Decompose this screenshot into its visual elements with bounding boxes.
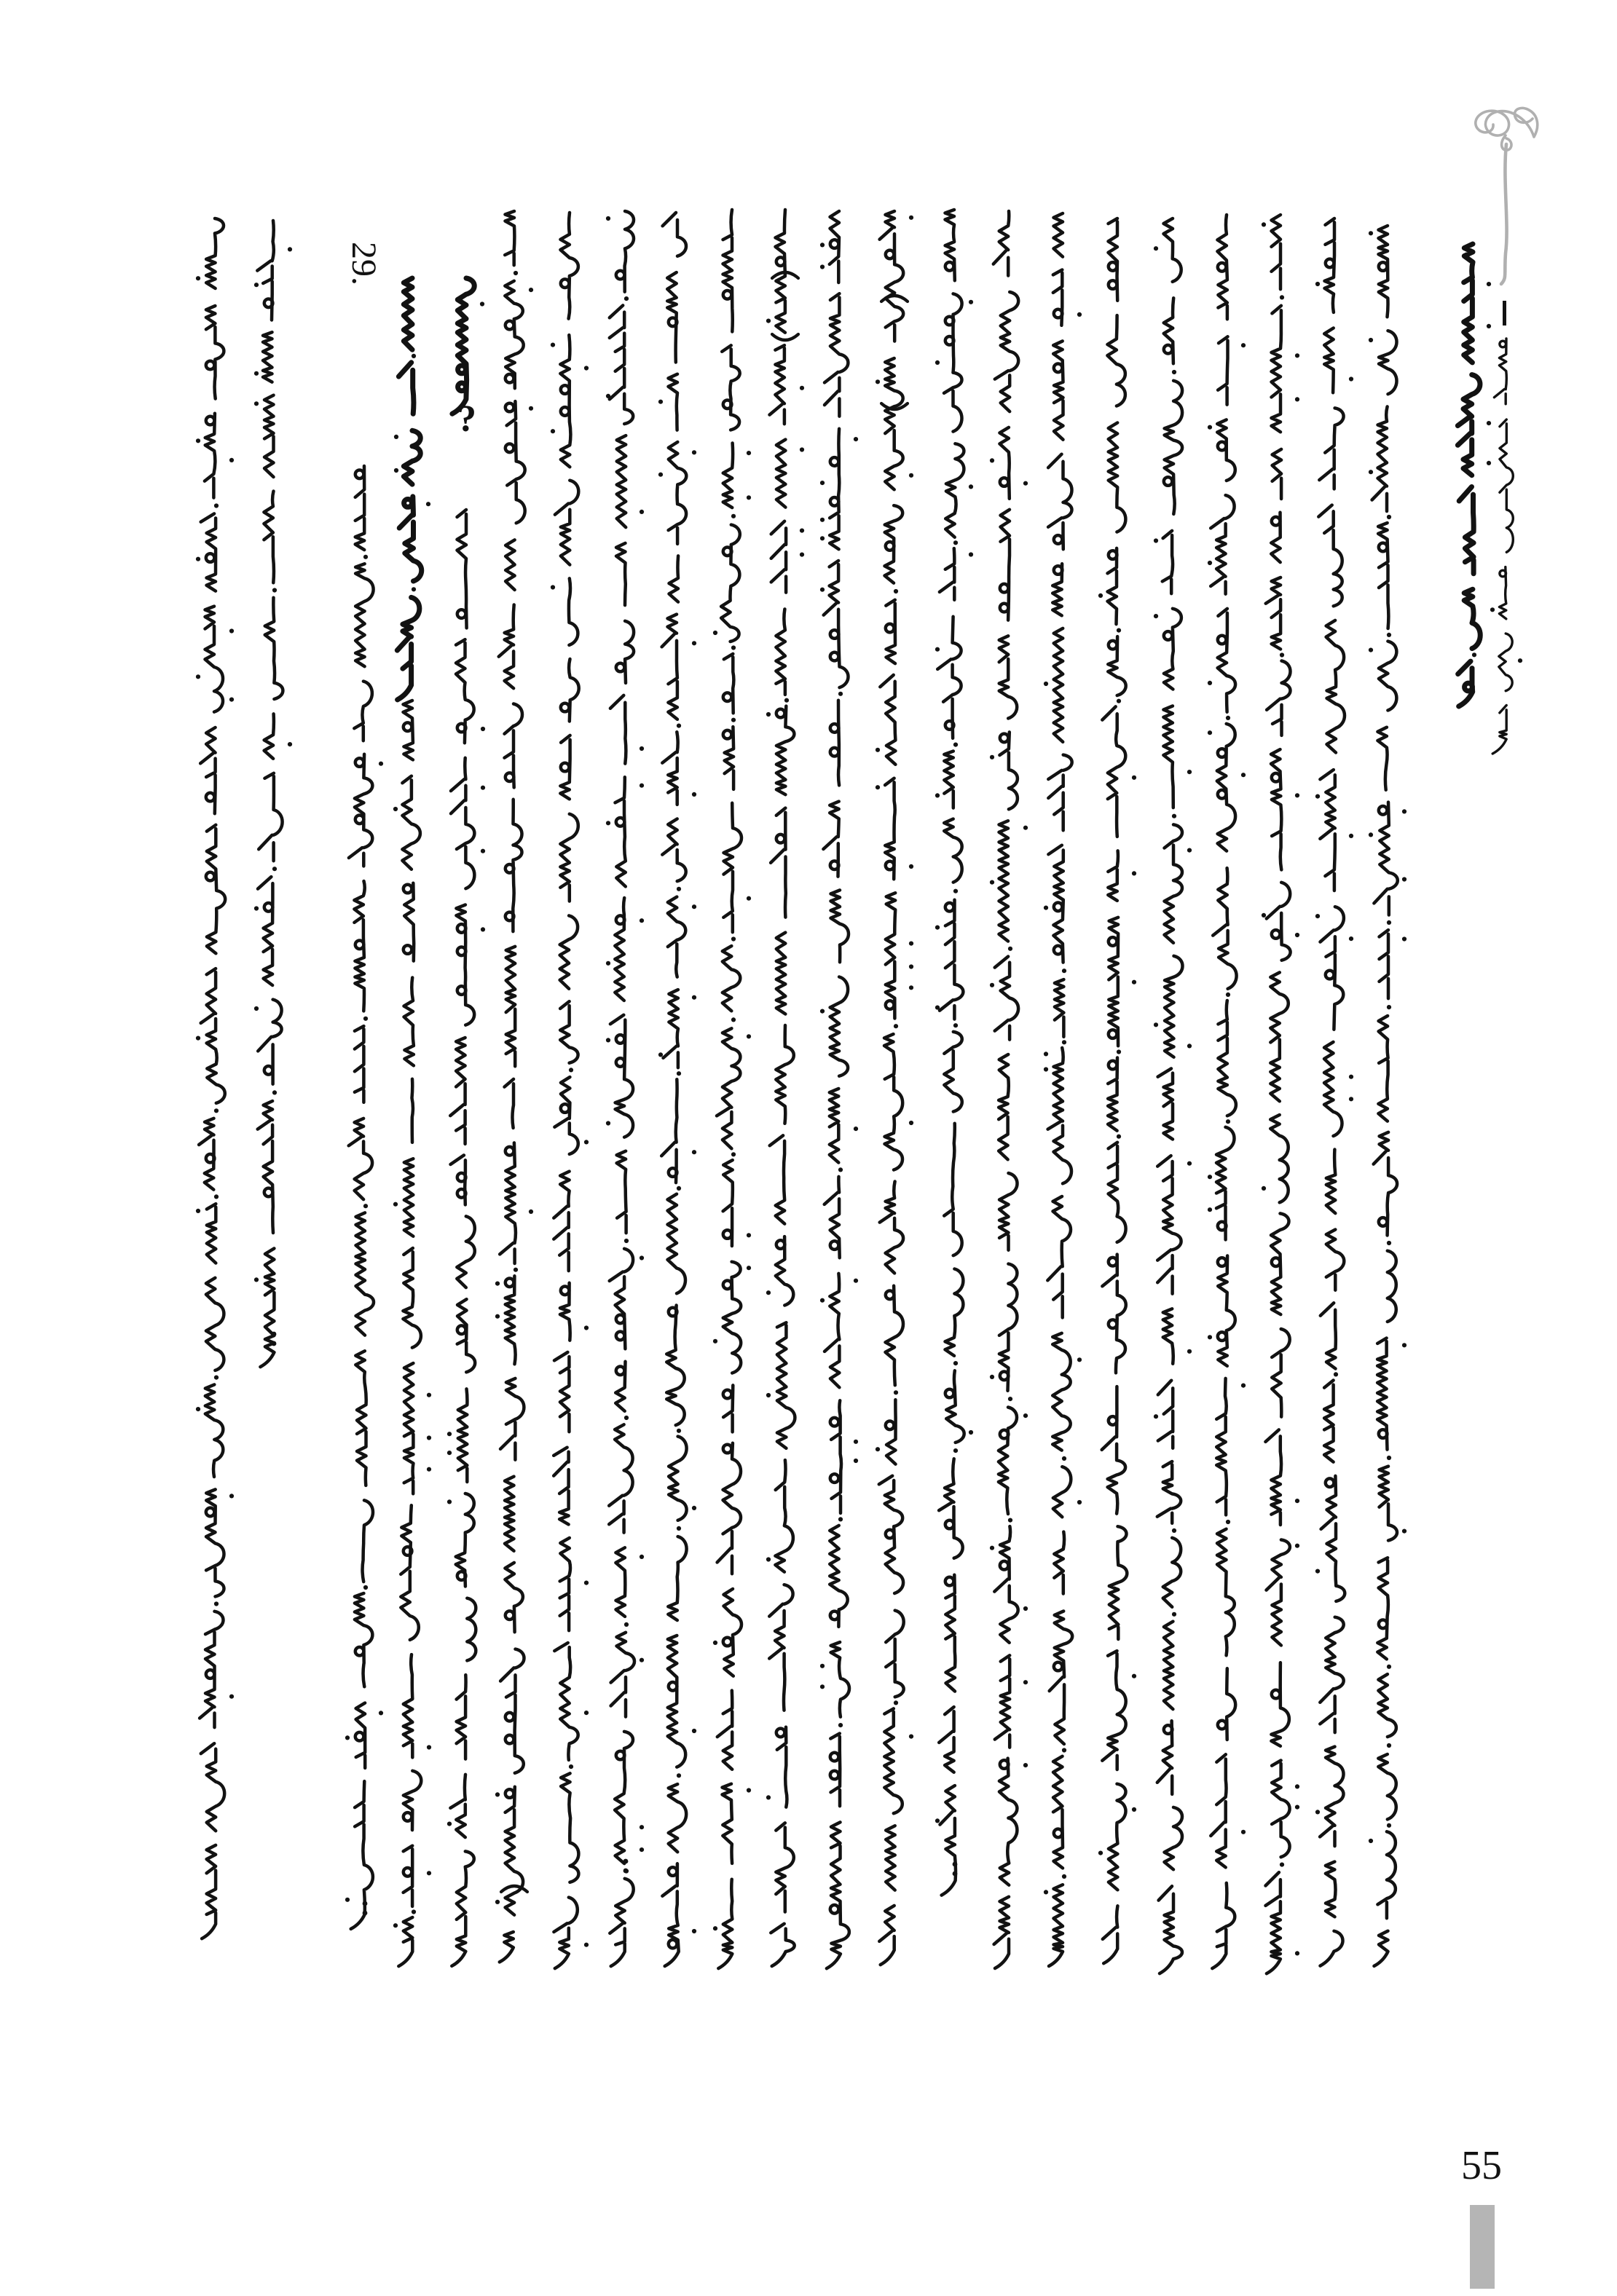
text-column [1369, 226, 1406, 1966]
text-column [935, 210, 973, 1895]
header-ornament [1476, 108, 1538, 326]
text-column [1044, 213, 1082, 1966]
heading-question-mark: ? [457, 398, 476, 440]
page-number: 55 [1461, 2143, 1502, 2188]
text-column [990, 211, 1028, 1968]
text-column [1154, 218, 1192, 1973]
header-column [1490, 339, 1522, 754]
text-column [551, 213, 589, 1968]
text-column [196, 218, 234, 1938]
text-column [820, 211, 858, 1968]
text-column [1315, 218, 1353, 1966]
text-column [876, 211, 913, 1965]
page-edge-bar [1470, 2205, 1495, 2289]
text-column [447, 278, 485, 1966]
header-column [1457, 244, 1491, 706]
text-column [658, 213, 696, 1966]
text-column [1208, 215, 1246, 1968]
text-column [254, 221, 292, 1367]
exercise-item-number: 29. [345, 242, 383, 285]
header-dash [1503, 301, 1506, 326]
text-column [713, 210, 751, 1968]
text-column [495, 211, 533, 1962]
text-column [393, 278, 431, 1966]
text-column [766, 210, 804, 1966]
text-column [1098, 218, 1136, 1963]
text-column [345, 466, 383, 1929]
text-column [1262, 215, 1299, 1973]
text-column [606, 211, 644, 1966]
